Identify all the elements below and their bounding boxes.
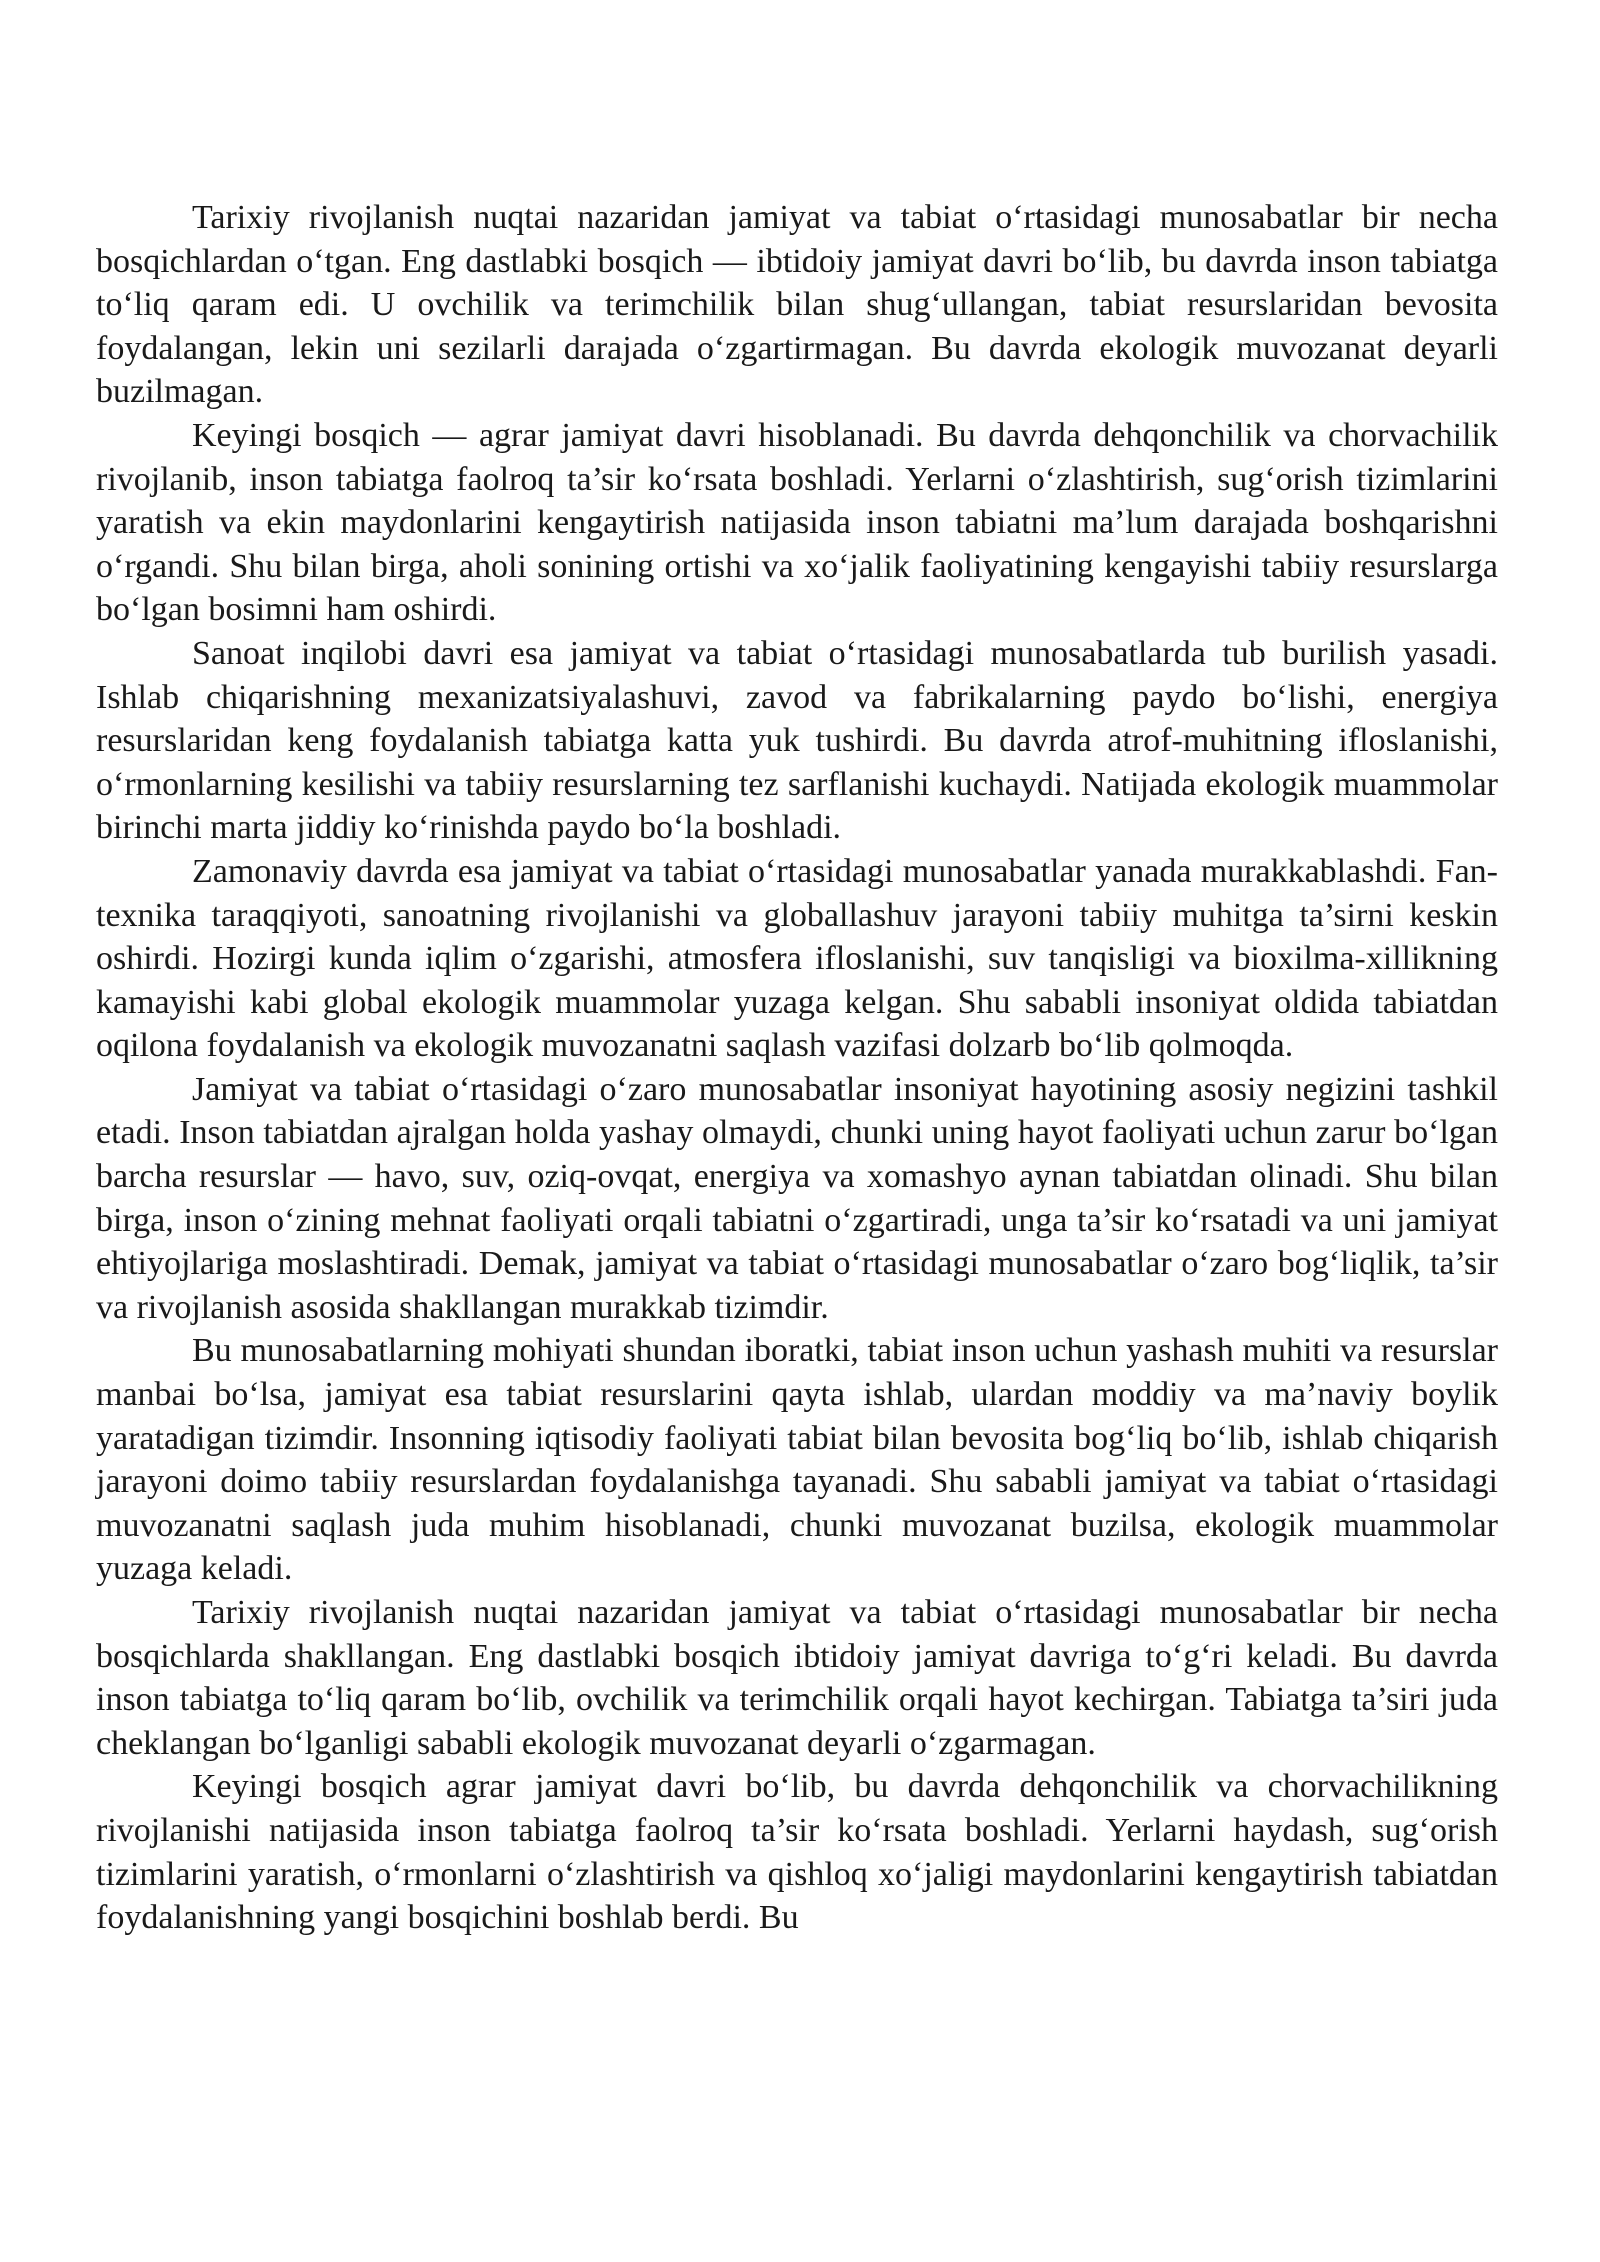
document-page [96,196,1498,1940]
paragraph-7: Tarixiy rivojlanish nuqtai nazaridan jamiyat va tabiat o‘rtasidagi munosabatlar bir necha bosqichlarda shakllangan. Eng dastlabki bosqich ibtidoiy jamiyat davriga to‘g‘ri keladi. Bu davrda inson tabiatga to‘liq qaram bo‘lib, ovchilik va terimchilik orqali hayot kechirgan. Tabiatga ta’siri juda cheklangan bo‘lganligi sababli ekologik muvozanat deyarli o‘zgarmagan. [96,1594,1498,1762]
paragraph-5: Jamiyat va tabiat o‘rtasidagi o‘zaro munosabatlar insoniyat hayotining asosiy negizini tashkil etadi. Inson tabiatdan ajralgan holda yashay olmaydi, chunki uning hayot faoliyati uchun zarur bo‘lgan barcha resurslar — havo, suv, oziq-ovqat, energiya va xomashyo aynan tabiatdan olinadi. Shu bilan birga, inson o‘zining mehnat faoliyati orqali tabiatni o‘zgartiradi, unga ta’sir ko‘rsatadi va uni jamiyat ehtiyojlariga moslashtiradi. Demak, jamiyat va tabiat o‘rtasidagi munosabatlar o‘zaro bog‘liqlik, ta’sir va rivojlanish asosida shakllangan murakkab tizimdir. [96,1070,1498,1326]
paragraph-2: Keyingi bosqich — agrar jamiyat davri hisoblanadi. Bu davrda dehqonchilik va chorvachilik rivojlanib, inson tabiatga faolroq ta’sir ko‘rsata boshladi. Yerlarni o‘zlashtirish, sug‘orish tizimlarini yaratish va ekin maydonlarini kengaytirish natijasida inson tabiatni ma’lum darajada boshqarishni o‘rgandi. Shu bilan birga, aholi sonining ortishi va xo‘jalik faoliyatining kengayishi tabiiy resurslarga bo‘lgan bosimni ham oshirdi. [96,416,1498,629]
paragraph-6: Bu munosabatlarning mohiyati shundan iboratki, tabiat inson uchun yashash muhiti va resurslar manbai bo‘lsa, jamiyat esa tabiat resurslarini qayta ishlab, ulardan moddiy va ma’naviy boylik yaratadigan tizimdir. Insonning iqtisodiy faoliyati tabiat bilan bevosita bog‘liq bo‘lib, ishlab chiqarish jarayoni doimo tabiiy resurslardan foydalanishga tayanadi. Shu sababli jamiyat va tabiat o‘rtasidagi muvozanatni saqlash juda muhim hisoblanadi, chunki muvozanat buzilsa, ekologik muammolar yuzaga keladi. [96,1332,1498,1588]
paragraph-3: Sanoat inqilobi davri esa jamiyat va tabiat o‘rtasidagi munosabatlarda tub burilish yasadi. Ishlab chiqarishning mexanizatsiyalashuvi, zavod va fabrikalarning paydo bo‘lishi, energiya resurslaridan keng foydalanish tabiatga katta yuk tushirdi. Bu davrda atrof-muhitning ifloslanishi, o‘rmonlarning kesilishi va tabiiy resurslarning tez sarflanishi kuchaydi. Natijada ekologik muammolar birinchi marta jiddiy ko‘rinishda paydo bo‘la boshladi. [96,634,1498,847]
paragraph-1: Tarixiy rivojlanish nuqtai nazaridan jamiyat va tabiat o‘rtasidagi munosabatlar bir necha bosqichlardan o‘tgan. Eng dastlabki bosqich — ibtidoiy jamiyat davri bo‘lib, bu davrda inson tabiatga to‘liq qaram edi. U ovchilik va terimchilik bilan shug‘ullangan, tabiat resurslaridan bevosita foydalangan, lekin uni sezilarli darajada o‘zgartirmagan. Bu davrda ekologik muvozanat deyarli buzilmagan. [96,199,1498,411]
paragraph-4: Zamonaviy davrda esa jamiyat va tabiat o‘rtasidagi munosabatlar yanada murakkablashdi. Fan-texnika taraqqiyoti, sanoatning rivojlanishi va globallashuv jarayoni tabiiy muhitga ta’sirni keskin oshirdi. Hozirgi kunda iqlim o‘zgarishi, atmosfera ifloslanishi, suv tanqisligi va bioxilma-xillikning kamayishi kabi global ekologik muammolar yuzaga kelgan. Shu sababli insoniyat oldida tabiatdan oqilona foydalanish va ekologik muvozanatni saqlash vazifasi dolzarb bo‘lib qolmoqda. [96,852,1498,1065]
paragraph-8: Keyingi bosqich agrar jamiyat davri bo‘lib, bu davrda dehqonchilik va chorvachilikning rivojlanishi natijasida inson tabiatga faolroq ta’sir ko‘rsata boshladi. Yerlarni haydash, sug‘orish tizimlarini yaratish, o‘rmonlarni o‘zlashtirish va qishloq xo‘jaligi maydonlarini kengaytirish tabiatdan foydalanishning yangi bosqichini boshlab berdi. Bu [96,1768,1498,1937]
